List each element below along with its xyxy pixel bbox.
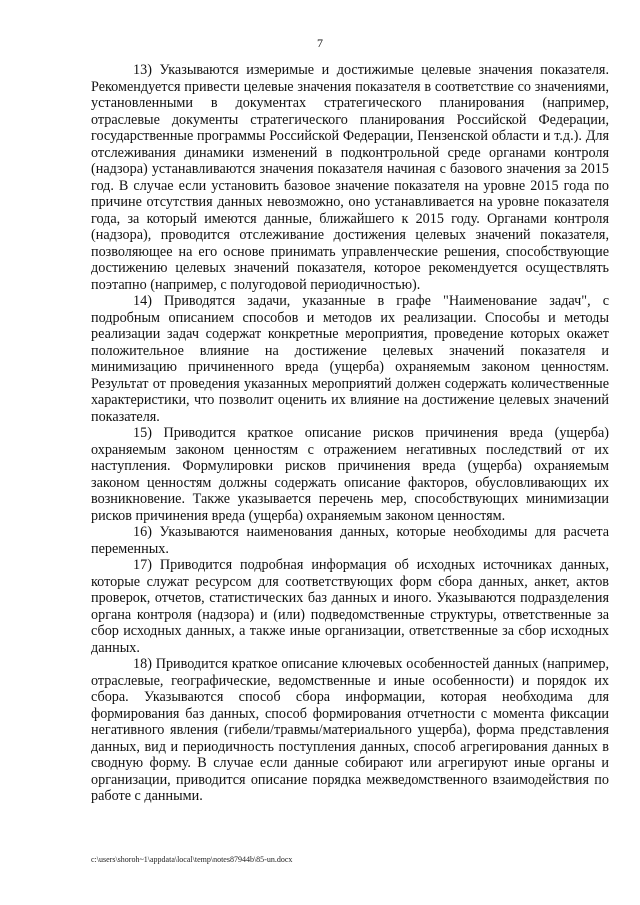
paragraph-16: 16) Указываются наименования данных, которые необходимы для расчета переменных. — [91, 524, 609, 557]
paragraph-14: 14) Приводятся задачи, указанные в графе "Наименование задач", с подробным описанием способов и методов их реализации. Способы и методы реализации задач содержат конкретные мероприятия, проведение которых окажет положительное влияние на достижение целевых значений показателя и минимизацию причиненного вреда (ущерба) охраняемым законом ценностям. Результат от проведения указанных мероприятий должен содержать количественные характеристики, что позволит оценить их влияние на достижение целевых значений показателя. — [91, 293, 609, 425]
paragraph-15: 15) Приводится краткое описание рисков причинения вреда (ущерба) охраняемым законом ценностям с отражением негативных последствий от их наступления. Формулировки рисков причинения вреда (ущерба) охраняемым законом ценностям должны содержать описание факторов, обусловливающих их возникновение. Также указывается перечень мер, способствующих минимизации рисков причинения вреда (ущерба) охраняемым законом ценностям. — [91, 425, 609, 524]
paragraph-18: 18) Приводится краткое описание ключевых особенностей данных (например, отраслевые, географические, ведомственные и иные особенности) и порядок их сбора. Указываются способ сбора информации, которая необходима для формирования баз данных, способ формирования отчетности с момента фиксации негативного явления (гибели/травмы/материального ущерба), форма представления данных, вид и периодичность поступления данных, способ агрегирования данных в сводную форму. В случае если данные собирают или агрегируют иные органы и организации, приводится описание порядка межведомственного взаимодействия по работе с данными. — [91, 656, 609, 804]
document-body — [91, 62, 609, 805]
paragraph-13: 13) Указываются измеримые и достижимые целевые значения показателя. Рекомендуется привести целевые значения показателя в соответствие со значениями, установленными в документах стратегического планирования (например, отраслевые документы стратегического планирования Российской Федерации, государственные программы Российской Федерации, Пензенской области и т.д.). Для отслеживания динамики изменений в подконтрольной среде органами контроля (надзора) устанавливаются значения показателя начиная с базового значения за 2015 год. В случае если установить базовое значение показателя на уровне 2015 года по причине отсутствия данных невозможно, оно устанавливается на уровне показателя года, за который имеются данные, ближайшего к 2015 году. Органами контроля (надзора), проводится отслеживание достижения целевых значений показателя, позволяющее на его основе принимать управленческие решения, способствующие достижению целевых значений показателя, которое рекомендуется осуществлять поэтапно (например, с полугодовой периодичностью). — [91, 62, 609, 293]
footer-file-path: c:\users\shoroh~1\appdata\local\temp\notes87944b\85-un.docx — [91, 855, 293, 864]
page-number: 7 — [317, 36, 323, 50]
paragraph-17: 17) Приводится подробная информация об исходных источниках данных, которые служат ресурсом для соответствующих форм сбора данных, анкет, актов проверок, отчетов, статистических баз данных и иного. Указываются подразделения органа контроля (надзора) и (или) подведомственные структуры, ответственные за сбор исходных данных, а также иные организации, ответственные за сбор исходных данных. — [91, 557, 609, 656]
